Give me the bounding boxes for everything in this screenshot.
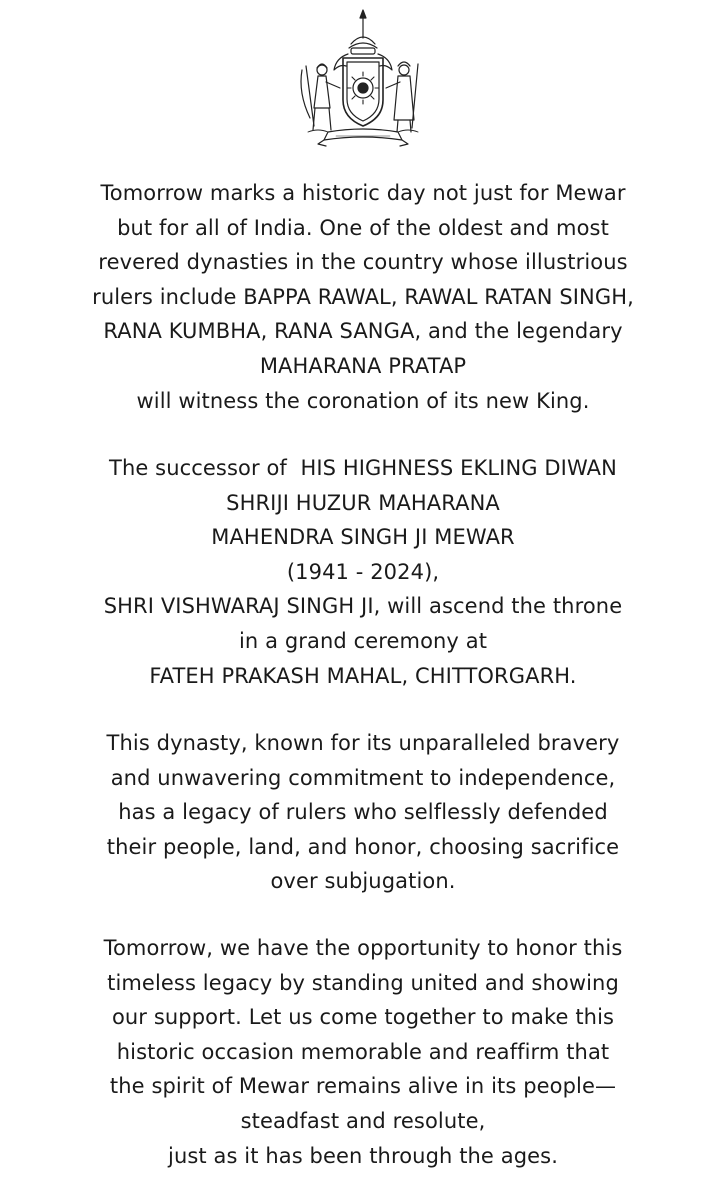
text-line: FATEH PRAKASH MAHAL, CHITTORGARH.	[149, 663, 577, 688]
text-line: has a legacy of rulers who selflessly defended	[118, 800, 608, 825]
text-line: over subjugation.	[270, 869, 456, 894]
text-line: rulers include BAPPA RAWAL, RAWAL RATAN SINGH,	[92, 284, 634, 309]
text-line: in a grand ceremony at	[238, 628, 488, 653]
paragraph-dynasty	[0, 726, 726, 899]
mewar-coat-of-arms-icon	[288, 8, 438, 158]
paragraph-successor	[0, 451, 726, 693]
text-line: Tomorrow marks a historic day not just for Mewar	[100, 181, 626, 205]
text-line: the spirit of Mewar remains alive in its people—	[109, 1074, 617, 1099]
text-line: just as it has been through the ages.	[168, 1143, 558, 1168]
text-line: SHRI VISHWARAJ SINGH JI, will ascend the throne	[103, 594, 623, 619]
paragraph-call-to-action	[0, 931, 726, 1173]
text-line: will witness the coronation of its new King.	[136, 388, 590, 413]
text-line: but for all of India. One of the oldest and most	[117, 215, 609, 240]
text-line: historic occasion memorable and reaffirm that	[116, 1039, 610, 1064]
text-line: timeless legacy by standing united and showing	[107, 970, 619, 995]
text-line: (1941 - 2024),	[286, 559, 440, 584]
text-line: RANA KUMBHA, RANA SANGA, and the legendary	[103, 319, 623, 344]
text-line: SHRIJI HUZUR MAHARANA	[226, 490, 500, 515]
text-line: steadfast and resolute,	[240, 1108, 486, 1133]
text-line: The successor of HIS HIGHNESS EKLING DIWAN	[109, 456, 617, 480]
text-line: their people, land, and honor, choosing sacrifice	[106, 834, 620, 859]
text-line: revered dynasties in the country whose illustrious	[98, 250, 628, 275]
paragraph-intro	[0, 176, 726, 418]
text-line: and unwavering commitment to independence,	[110, 765, 616, 790]
text-line: MAHENDRA SINGH JI MEWAR	[211, 525, 515, 550]
text-line: Tomorrow, we have the opportunity to honor this	[103, 936, 623, 960]
text-line: MAHARANA PRATAP	[259, 353, 467, 378]
text-line: This dynasty, known for its unparalleled bravery	[106, 731, 620, 755]
text-line: our support. Let us come together to make this	[111, 1005, 615, 1030]
